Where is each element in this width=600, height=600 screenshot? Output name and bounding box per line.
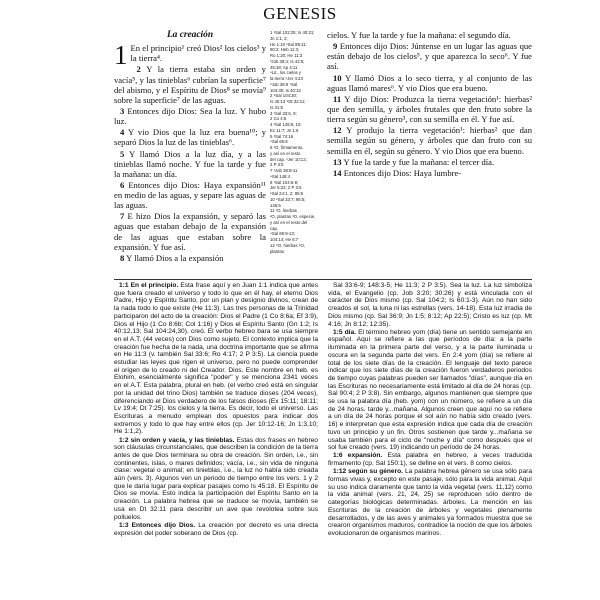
verse xyxy=(114,40,266,71)
verse-number: 3 xyxy=(120,105,125,116)
cross-reference: ³Job 38:4; Is 42:5; xyxy=(270,58,305,64)
verse-number: 4 xyxy=(120,127,125,138)
notes-column-right xyxy=(328,282,532,538)
verse xyxy=(327,94,532,124)
verse-text: Entonces dijo Dios: Haya lumbre- xyxy=(343,167,462,178)
verse-number: 8 xyxy=(120,252,125,263)
verse xyxy=(114,149,266,179)
verse xyxy=(327,157,532,167)
cross-reference: 10 ⁶Sal 33:7; 95:5; xyxy=(270,196,306,202)
cross-reference: 12 ⁵O, hierbas ⁶O, xyxy=(270,242,306,248)
cross-reference: cap. xyxy=(270,225,279,231)
note-reference: 1:6 expansión. xyxy=(333,452,383,460)
note-text: Esta palabra en hebreo, a veces traducida firmamento (cp. Sal 150:1), se define en el vers. 8 como cielos. xyxy=(328,452,532,468)
verse-text: Y llamó Dios a la luz día, y a las tinieblas llamó noche. Y fue la tarde y fue la mañana: un día. xyxy=(114,148,266,179)
cross-reference: ⁴Lit., los cielos y xyxy=(270,70,301,76)
cross-reference: 8 ¹Sal 104:6-9; xyxy=(270,179,299,185)
cross-reference: Is 31:5 xyxy=(270,104,283,110)
note-reference: 1:5 día. xyxy=(333,328,356,336)
cross-reference: ⁴Sal 65:8 xyxy=(270,139,288,145)
note-reference: 1:3 Entonces dijo Dios. xyxy=(119,521,196,529)
cross-reference: 2 ⁸Sal 104:30; xyxy=(270,93,298,99)
page-title: GENESIS xyxy=(263,4,337,23)
cross-reference: ⁶Job 38:9 ⁷Sal xyxy=(270,81,298,87)
cross-reference: 4 ²Sal 145:9, 10; xyxy=(270,122,302,127)
cross-reference: 2 Co 4:6 xyxy=(270,116,287,122)
study-note xyxy=(114,437,318,522)
notes-divider xyxy=(114,279,532,280)
notes-column-left xyxy=(114,282,318,538)
cross-reference: Ro 1:20; He 11:3 xyxy=(270,53,303,58)
verse-number: 11 xyxy=(333,93,342,104)
scripture-column-left xyxy=(114,30,266,264)
note-reference: 1:2 sin orden y vacía, y las tinieblas. xyxy=(119,436,235,444)
verse-text: Y llamó Dios a lo seco tierra, y al conjunto de las aguas llamó mares⁶. Y vio Dios que era bueno. xyxy=(327,72,532,93)
scripture-text xyxy=(114,30,532,276)
verse xyxy=(114,64,266,105)
cross-reference: 6 ¹O, firmamento, xyxy=(270,145,304,150)
study-note xyxy=(114,522,318,537)
verse-list-left xyxy=(114,40,266,263)
cross-reference: 7 ³Job 38:8-11 xyxy=(270,168,298,173)
verse-number: 10 xyxy=(333,72,342,83)
chapter-number: 1 xyxy=(114,40,128,71)
note-text: La palabra hebrea género se usa sólo para formas vivas y, excepto en este pasaje, sólo para la vida animal. Aquí su uso indica claramente que tanto la vida vegetal (vers. 11,12) como la vida animal (vers. 21, 24, 25) se reproducen sólo dentro de categorías biológicas determinadas. árboles. La mención en las Escrituras de la creación de árboles y vegetales plenamente desarrollados, y de las aves y animales ya formados muestra que se crearon organismos maduros, contradice la noción de que los árboles evolucionaron de organismos marinos. xyxy=(328,468,532,537)
verse xyxy=(114,253,266,263)
cross-reference: 146:6 xyxy=(270,202,281,208)
cross-reference: ⁵Sal 24:1, 2; 95:5 xyxy=(270,191,304,196)
verse xyxy=(114,211,266,252)
cross-reference-column xyxy=(270,30,320,254)
verse-number: 5 xyxy=(120,148,125,159)
note-text: El término hebreo yom (día) tiene un sentido semejante en español. Aquí se refiere a las que períodos de día: a la parte iluminada en la primera parte del verso, y a la parte iluminada u oscura en la segunda parte del vers. En 2:4 yom (día) se refiere al total de los siete días de la creación. El lenguaje del texto parece indicar que los siete días de la creación fueron verdaderos periodos de tiempo cuyas palabras pueden ser llamados "días", aunque día en las Escrituras no necesariamente está limitado al día de 24 horas (cp. Sal 90:4; 2 P 3:8). Sin embargo, algunos mantienen que siempre que se usa la palabra día (heb. yom) con un número, se refiere a un día de 24 horas. tarde y...mañana. Algunos creen que aquí no se refiere a un día de 24 horas porque el sol aún no había sido creado (vers. 16) e interpretan que esta expresión indica que cada día de creación tuvo un principio y un fin. Otros sostienen que tarde y...mañana se usaba también para el ciclo de "noche y día" como después que el sol fue creado (vers. 19) indicando un período de 24 horas. xyxy=(328,328,532,452)
note-text: Sal 33:6-9; 148:3-5; He 11:3; 2 P 3:5). Sea la luz. La luz simboliza vida, el Evangelio (cp. Job 3:20; 30:26) y está vinculada con el carácter de Dios mismo (cp. Sal 104:2; Is 60:1-3). Aún no han sido creados el sol, la luna ni las estrellas (vers. 14-18). Esta luz irradia de Dios mismo (cp. Sal 36:9; Jn 1:5; 8:12; Ap 22:5); Cristo es luz (cp. Mt 4:16; Jn 8:12; 12:35). xyxy=(328,282,532,328)
verse xyxy=(114,127,266,147)
verse-text: Y produjo la tierra vegetación¹: hierbas² que dan semilla según su género, y árboles que dan fruto con su semilla en él, según su género. Y vio Dios que era bueno. xyxy=(327,125,532,156)
cross-reference: plantas xyxy=(270,248,284,254)
verse xyxy=(327,41,532,71)
note-text: Esta frase aquí y en Juan 1:1 indica que antes que fuera creado el universo y todo lo que en él hay, el eterno Dios Padre, Hijo y Espíritu Santo, por un plan y designio divinos, crean de la nada todo lo que existe (He 11:3). Las tres personas de la Trinidad participaron del acto de la creación: Dios el Padre (1 Co 8:6a; Ef 3:9), Dios el Hijo (1 Co 8:6b; Col 1:16) y Dios el Espíritu Santo (Gn 1:2; Is 40:12,13; Sal 104:24,30). creó. El verbo hebreo bara se usa siempre en el A.T. (44 veces) con Dios como sujeto. El contexto implica que la creación fue hecha de la nada, una doctrina importante que se afirma en He 11:3 (v. también Sal 33:6; Ro 4:17; 2 P 3:5). La ciencia puede estudiar las leyes que rigen el universo, pero no puede comprender el origen de lo creado ni del Creador. Dios. Este nombre en heb. es Elohim, esencialmente significa "poder" y se menciona 2341 veces en el A.T. Esta palabra, plural en heb. (el verbo creó está en singular por la unidad del trino Dios) también se traduce dioses (204 veces), diferenciando el Dios verdadero de los falsos dioses (Ex 15:11; 18:11; Lv 19:4; Dt 7:25). los cielos y la tierra. Es decir, todo el universo. Las Escrituras a menudo emplean dos opuestos para indicar dos extremos y todo lo que hay entre ellos (cp. Jer 10:12-16; Jn 1:3,10; He 1:1,2). xyxy=(114,282,318,436)
verse-text: En el principio¹ creó Dios² los cielos³ y la tierra⁴. xyxy=(130,43,266,64)
verse-text: Y vio Dios que la luz era buena¹⁰; y separó Dios la luz de las tinieblas⁶. xyxy=(114,127,266,148)
cross-reference: y así en el resto del xyxy=(270,219,308,225)
verse-number: 9 xyxy=(333,41,338,52)
study-note xyxy=(328,452,532,467)
cross-reference: Ec 11:7; Jn 1:5 xyxy=(270,127,299,133)
study-note xyxy=(328,282,532,328)
cross-reference: del cap. ²Jer 10:12; xyxy=(270,156,307,162)
verse-text: Y dijo Dios: Produzca la tierra vegetación¹: hierbas² que den semilla, y árboles frutales que den fruto sobre la tierra según su género³, con su semilla en él. Y fue así. xyxy=(327,93,532,125)
verse-text: Entonces dijo Dios: Sea la luz. Y hubo luz. xyxy=(114,105,266,127)
verse-number: 12 xyxy=(333,125,342,136)
verse-number: 7 xyxy=(120,211,125,222)
verse xyxy=(327,73,532,93)
verse-text: E hizo Dios la expansión, y separó las aguas que estaban debajo de la expansión de las aguas que estaban sobre la expansión. Y fue así. xyxy=(114,211,266,252)
cross-reference: 104:30; Is 40:13 xyxy=(270,87,301,93)
cross-reference: ⁴Sal 65:9-13; xyxy=(270,231,296,237)
verse-text: Y la tierra estaba sin orden y vacía⁵, y las tinieblas⁶ cubrían la superficie⁷ del abismo, y el Espíritu de Dios⁸ se movía⁹ sobre la superficie⁷ de las aguas. xyxy=(114,64,266,105)
study-note xyxy=(328,468,532,537)
note-reference: 1:1 En el principio. xyxy=(119,282,179,289)
cross-reference: ⁴Sal 148:4 xyxy=(270,173,291,179)
cross-reference: 1 ¹Sal 102:25; Is 40:21; Jn 1:1, 2; xyxy=(270,30,315,41)
verse-text: Entonces dijo Dios: Haya expansión¹¹ en medio de las aguas, y separe las aguas de las aguas. xyxy=(114,179,266,211)
study-notes xyxy=(114,282,532,598)
cross-reference: la tierra ⁵Jer 4:23 xyxy=(270,76,303,81)
study-note xyxy=(114,282,318,436)
verse xyxy=(114,180,266,210)
cross-reference: ²O, plantas ³O, especie, xyxy=(270,214,316,219)
scripture-column-right xyxy=(327,30,532,179)
verse xyxy=(114,106,266,126)
cross-reference: 5 ³Sal 74:16 xyxy=(270,133,294,139)
verse-text: Entonces dijo Dios: Júntense en un lugar las aguas que están debajo de los cielos⁵, y que aparezca lo seco⁶. Y fue así. xyxy=(327,41,532,72)
verse-number: 13 xyxy=(333,156,342,167)
verse xyxy=(327,125,532,155)
verse-number: 6 xyxy=(120,179,125,190)
note-text: La creación por decreto es una directa expresión del poder soberano de Dios (cp. xyxy=(114,521,318,537)
cross-reference: Is 40:13 ⁹Dt 32:11; xyxy=(270,99,306,104)
cross-reference: 3 ¹Sal 33:6, 9; xyxy=(270,110,297,116)
cross-reference: 2 P 3:5 xyxy=(270,162,284,168)
cross-reference: 90:2; Heb 11:3; xyxy=(270,47,300,53)
cross-reference: Jer 5:22; 2 P 3:5 xyxy=(270,185,302,191)
verse-number: 14 xyxy=(333,167,342,178)
note-reference: 1:12 según su género. xyxy=(333,468,404,476)
verse-number: 2 xyxy=(136,64,141,75)
verse-text: cielos. Y fue la tarde y fue la mañana: el segundo día. xyxy=(327,30,511,40)
cross-reference: 45:18; Ap 4:11 xyxy=(270,64,298,70)
cross-reference: y así en el resto xyxy=(270,150,301,156)
section-heading: La creación xyxy=(166,30,214,40)
study-note xyxy=(328,329,532,452)
verse xyxy=(327,168,532,178)
cross-reference: 104:14; He 6:7 xyxy=(270,237,299,242)
cross-reference: 11 ¹O, hierbas xyxy=(270,208,297,214)
verse-text: Y llamó Dios a la expansión xyxy=(126,252,224,263)
verse xyxy=(327,30,532,40)
verse-text: Y fue la tarde y fue la mañana: el tercer día. xyxy=(343,156,495,167)
note-text: Estas dos frases en hebreo son cláusulas circunstanciales, que describen la condición de la tierra antes de que Dios terminara su obra de creación. Sin orden, i.e., sin continentes, islas, o mares definidos; vacía, i.e., sin vida de ninguna clase: vegetal o animal; en tinieblas, i.e., la luz no había sido creada aún (vers. 3). Algunos ven un periodo de tiempo entre los vers. 1 y 2 que le daría lugar para explicar pasajes como Is 45:18. El Espíritu de Dios se movía. Esto indica la participación del Espíritu Santo en la creación. La palabra hebrea que se traduce se movía, también se usa en Dt 32:11 para describir un ave que revolotea sobre sus polluelos. xyxy=(114,436,318,521)
cross-reference: He 1:10 ²Sal 89:11; xyxy=(270,41,307,47)
